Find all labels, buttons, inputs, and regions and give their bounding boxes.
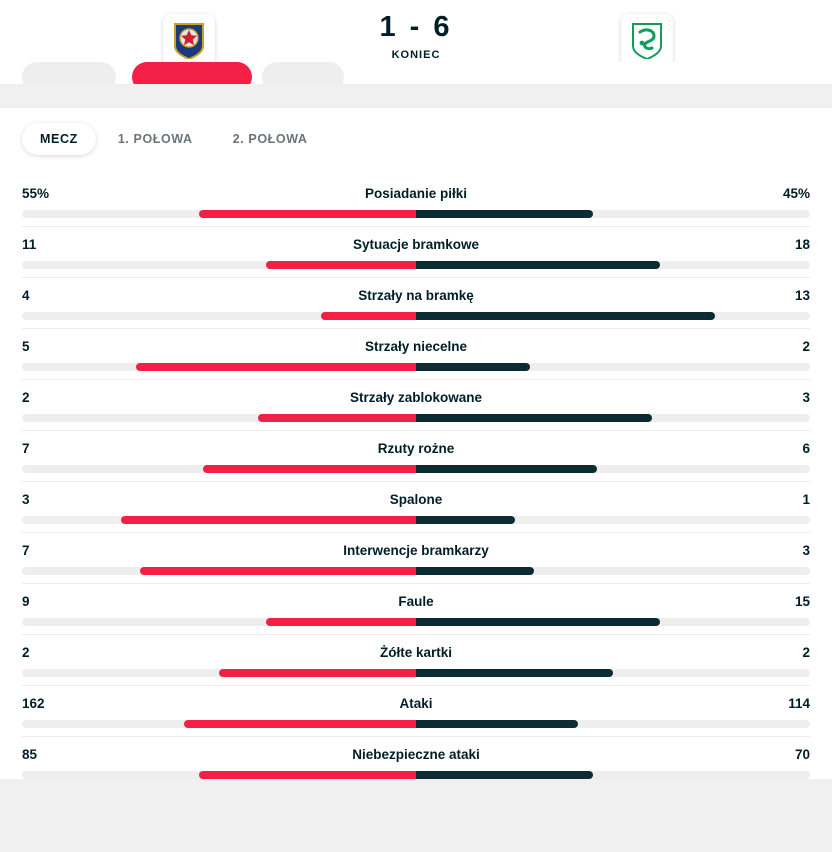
stat-home-value: 7	[22, 543, 30, 558]
stat-label: Niebezpieczne ataki	[352, 747, 480, 762]
stat-away-value: 1	[802, 492, 810, 507]
stat-bar	[22, 771, 810, 779]
stat-bar-away	[416, 414, 652, 422]
stat-bar-away	[416, 465, 597, 473]
stat-bar	[22, 210, 810, 218]
stat-bar	[22, 261, 810, 269]
stat-bar-home	[321, 312, 416, 320]
nav-pill-1[interactable]	[22, 62, 116, 84]
stat-bar	[22, 618, 810, 626]
stat-bar-away	[416, 771, 593, 779]
stat-bar-home	[136, 363, 416, 371]
stat-bar-home	[258, 414, 416, 422]
stat-bar	[22, 669, 810, 677]
stat-row	[22, 482, 810, 533]
stat-home-value: 9	[22, 594, 30, 609]
tab-first-half[interactable]: 1. POŁOWA	[100, 123, 211, 155]
stat-home-value: 3	[22, 492, 30, 507]
stat-bar-home	[140, 567, 416, 575]
scoreline	[0, 10, 832, 61]
stat-away-value: 2	[802, 645, 810, 660]
stat-bar	[22, 465, 810, 473]
stat-away-value: 13	[794, 288, 810, 303]
stat-home-value: 85	[22, 747, 38, 762]
nav-pill-3[interactable]	[262, 62, 344, 84]
stat-row	[22, 635, 810, 686]
stat-away-value: 2	[802, 339, 810, 354]
stat-bar	[22, 414, 810, 422]
stat-bar-away	[416, 516, 515, 524]
stat-label: Interwencje bramkarzy	[343, 543, 489, 558]
stat-away-value: 70	[794, 747, 810, 762]
stat-away-value: 18	[794, 237, 810, 252]
stat-bar-away	[416, 210, 593, 218]
cracovia-crest-icon	[630, 21, 664, 59]
stat-row	[22, 737, 810, 779]
stat-label: Żółte kartki	[379, 645, 453, 660]
stat-label: Strzały niecelne	[364, 339, 468, 354]
stat-home-value: 55%	[22, 186, 50, 201]
stat-bar-away	[416, 261, 660, 269]
stat-away-value: 6	[802, 441, 810, 456]
stats-list	[0, 170, 832, 779]
stat-bar	[22, 720, 810, 728]
stat-bar-home	[203, 465, 416, 473]
stat-bar	[22, 312, 810, 320]
stat-bar-away	[416, 567, 534, 575]
stat-label: Strzały zablokowane	[349, 390, 483, 405]
period-tabs	[0, 102, 832, 170]
score-value: 1 - 6	[379, 11, 453, 43]
stat-away-value: 3	[802, 390, 810, 405]
stat-label: Faule	[398, 594, 434, 609]
stat-bar-away	[416, 669, 613, 677]
stat-row	[22, 329, 810, 380]
stat-home-value: 4	[22, 288, 30, 303]
stat-bar-home	[184, 720, 416, 728]
stat-label: Posiadanie piłki	[364, 186, 468, 201]
stat-row	[22, 686, 810, 737]
stat-bar	[22, 567, 810, 575]
stat-label: Rzuty rożne	[377, 441, 455, 456]
stat-home-value: 7	[22, 441, 30, 456]
stat-row	[22, 431, 810, 482]
stat-home-value: 2	[22, 645, 30, 660]
stat-row	[22, 380, 810, 431]
stat-bar-home	[266, 618, 416, 626]
stat-home-value: 5	[22, 339, 30, 354]
stat-row	[22, 176, 810, 227]
stat-home-value: 162	[22, 696, 45, 711]
stat-home-value: 11	[22, 237, 37, 252]
stat-row	[22, 278, 810, 329]
stat-bar-away	[416, 618, 660, 626]
stat-bar-home	[219, 669, 416, 677]
stat-label: Sytuacje bramkowe	[352, 237, 480, 252]
stat-bar	[22, 363, 810, 371]
stat-bar-home	[199, 771, 416, 779]
stat-bar-away	[416, 363, 530, 371]
stat-row	[22, 533, 810, 584]
stat-away-value: 114	[788, 696, 810, 711]
stat-bar-away	[416, 720, 578, 728]
stat-away-value: 45%	[782, 186, 810, 201]
stat-label: Strzały na bramkę	[358, 288, 474, 303]
stat-bar-home	[121, 516, 417, 524]
away-team-crest[interactable]	[621, 14, 673, 66]
stat-away-value: 15	[794, 594, 810, 609]
stat-bar-away	[416, 312, 715, 320]
stat-away-value: 3	[802, 543, 810, 558]
stat-bar-home	[199, 210, 416, 218]
stat-label: Spalone	[389, 492, 443, 507]
tab-second-half[interactable]: 2. POŁOWA	[215, 123, 326, 155]
stat-bar	[22, 516, 810, 524]
stat-row	[22, 584, 810, 635]
nav-pill-2-selected[interactable]	[132, 62, 252, 84]
match-status: KONIEC	[391, 49, 441, 61]
stat-label: Ataki	[399, 696, 433, 711]
stat-home-value: 2	[22, 390, 30, 405]
stat-bar-home	[266, 261, 416, 269]
tab-match[interactable]: MECZ	[22, 123, 96, 155]
stat-row	[22, 227, 810, 278]
secondary-nav-strip	[0, 62, 832, 84]
